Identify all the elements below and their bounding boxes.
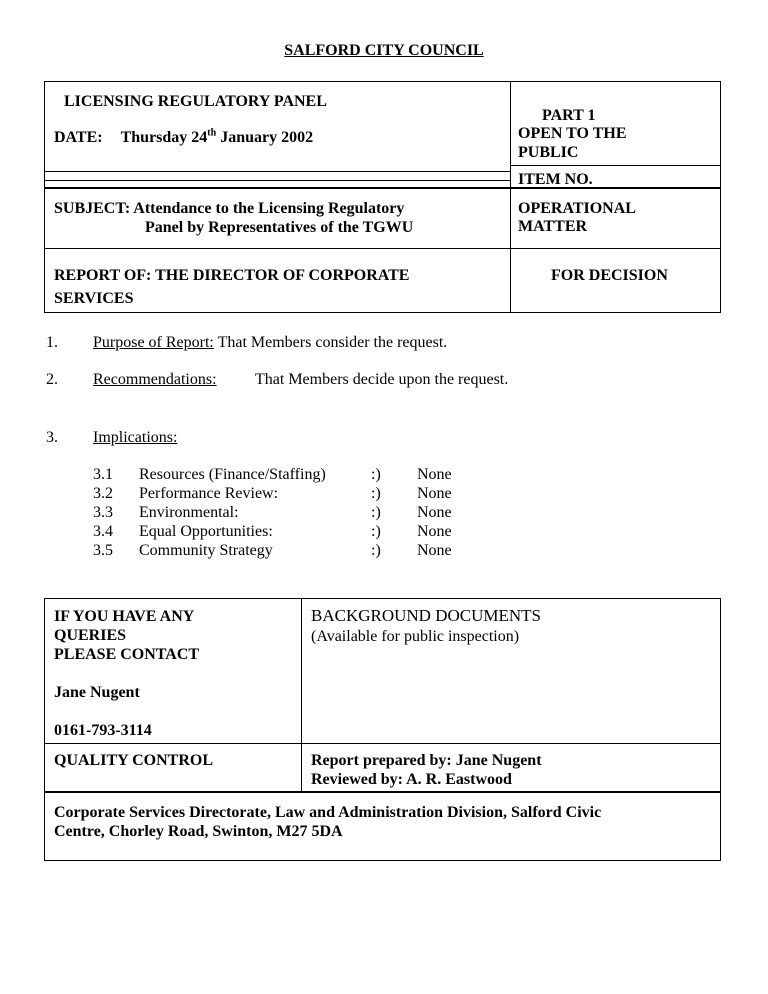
section-heading: Implications: — [93, 429, 178, 446]
reviewed-by: Reviewed by: A. R. Eastwood — [311, 771, 512, 788]
item-value: None — [417, 504, 452, 521]
table-border-top — [44, 598, 721, 599]
table-border-bottom — [44, 860, 721, 861]
panel-name: LICENSING REGULATORY PANEL — [64, 93, 327, 110]
table-row-line — [44, 791, 721, 793]
part-label: PART 1 — [542, 107, 596, 124]
table-divider — [301, 598, 302, 792]
background-title: BACKGROUND DOCUMENTS — [311, 606, 541, 625]
open-to-public-line1: OPEN TO THE — [518, 125, 627, 142]
section-number: 1. — [46, 334, 58, 351]
table-row-line — [510, 165, 721, 166]
item-label: Equal Opportunities: — [139, 523, 273, 540]
section-3 — [46, 428, 177, 447]
item-label: Resources (Finance/Staffing) — [139, 466, 326, 483]
item-separator: :) — [371, 523, 381, 540]
item-number: 3.1 — [93, 466, 113, 483]
item-number-label: ITEM NO. — [518, 171, 593, 188]
item-separator: :) — [371, 485, 381, 502]
background-note: (Available for public inspection) — [311, 628, 520, 645]
section-number: 3. — [46, 429, 58, 446]
item-separator: :) — [371, 542, 381, 559]
prepared-by: Report prepared by: Jane Nugent — [311, 752, 542, 769]
status-line2: MATTER — [518, 218, 588, 235]
subject-line2: Panel by Representatives of the TGWU — [145, 219, 414, 236]
table-divider — [510, 81, 511, 313]
meeting-date — [54, 128, 313, 147]
date-value: Thursday 24th January 2002 — [120, 127, 314, 146]
section-text: That Members decide upon the request. — [255, 371, 509, 388]
table-row-line — [44, 743, 721, 744]
open-to-public-line2: PUBLIC — [518, 144, 579, 161]
item-number: 3.2 — [93, 485, 113, 502]
contact-phone: 0161-793-3114 — [54, 722, 152, 739]
table-border-left — [44, 598, 45, 861]
item-value: None — [417, 523, 452, 540]
section-heading: Recommendations: — [93, 371, 217, 388]
footer-address-line1: Corporate Services Directorate, Law and Administration Division, Salford Civic — [54, 804, 602, 821]
subject-line1: SUBJECT: Attendance to the Licensing Regulatory — [54, 200, 405, 217]
contact-line2: QUERIES — [54, 627, 127, 644]
report-of-line2: SERVICES — [54, 290, 134, 307]
table-row-line — [44, 171, 510, 172]
page-title: SALFORD CITY COUNCIL — [284, 42, 484, 59]
item-label: Community Strategy — [139, 542, 273, 559]
item-label: Performance Review: — [139, 485, 279, 502]
section-number: 2. — [46, 371, 58, 388]
item-value: None — [417, 466, 452, 483]
quality-control-label: QUALITY CONTROL — [54, 752, 213, 769]
table-border-right — [720, 81, 721, 313]
table-row-line — [44, 248, 721, 249]
item-separator: :) — [371, 504, 381, 521]
contact-line3: PLEASE CONTACT — [54, 646, 200, 663]
contact-line1: IF YOU HAVE ANY — [54, 608, 195, 625]
report-of-line1: REPORT OF: THE DIRECTOR OF CORPORATE — [54, 267, 410, 284]
status-line1: OPERATIONAL — [518, 200, 636, 217]
section-text: That Members consider the request. — [213, 334, 448, 351]
item-number: 3.3 — [93, 504, 113, 521]
item-value: None — [417, 485, 452, 502]
decision-label: FOR DECISION — [551, 267, 668, 284]
table-row-line — [44, 312, 721, 313]
table-row-line — [44, 187, 721, 189]
section-2 — [46, 370, 508, 389]
item-separator: :) — [371, 466, 381, 483]
table-row-line — [44, 180, 510, 181]
item-label: Environmental: — [139, 504, 239, 521]
table-border-left — [44, 81, 45, 313]
footer-address-line2: Centre, Chorley Road, Swinton, M27 5DA — [54, 823, 343, 840]
table-border-right — [720, 598, 721, 861]
section-1 — [46, 333, 447, 352]
date-label: DATE: — [54, 129, 103, 146]
table-border-top — [44, 81, 721, 82]
item-value: None — [417, 542, 452, 559]
item-number: 3.4 — [93, 523, 113, 540]
section-heading: Purpose of Report: — [93, 334, 214, 351]
item-number: 3.5 — [93, 542, 113, 559]
contact-name: Jane Nugent — [54, 684, 140, 701]
